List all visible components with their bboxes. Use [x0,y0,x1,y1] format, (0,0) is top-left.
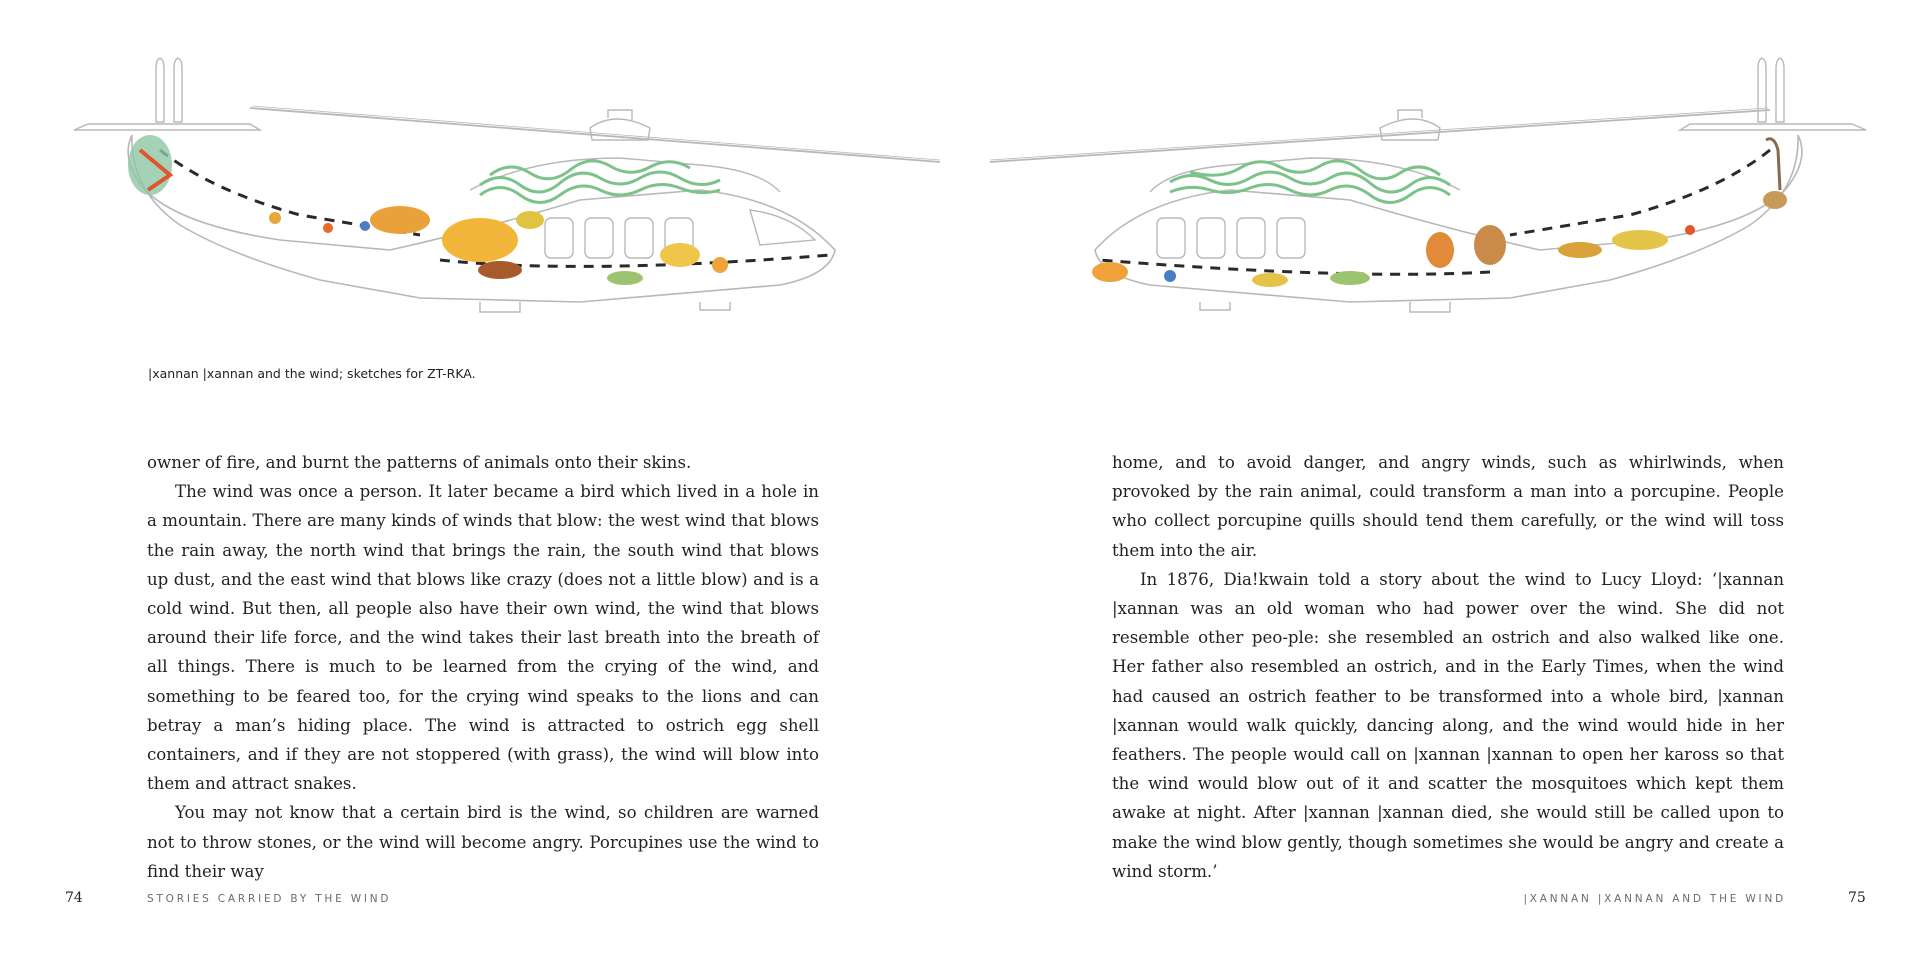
running-head-right: |XANNAN |XANNAN AND THE WIND [1523,893,1786,905]
helicopter-illustration-left [60,40,940,340]
figure-caption: |xannan |xannan and the wind; sketches for ZT-RKA. [148,366,476,381]
animal-motifs-left [128,135,728,285]
right-page-body [1112,448,1784,886]
left-paragraph-3: You may not know that a certain bird is the wind, so children are warned not to throw stones, or the wind will become angry. Porcupines use the wind to find their way [147,803,819,881]
helicopter-right-svg [990,40,1870,340]
running-head-left: STORIES CARRIED BY THE WIND [147,893,392,905]
left-paragraph-1: owner of fire, and burnt the patterns of animals onto their skins. [147,453,692,472]
right-paragraph-2: In 1876, Dia!kwain told a story about the wind to Lucy Lloyd: ‘|xannan |xannan was an old woman who had power over the wind. She did not resemble other peo-ple: she resembled an ostrich and also walked like one. Her father also resembled an ostrich, and in the Early Times, when the wind had caused an ostrich feather to be transformed into a whole bird, |xannan |xannan would walk quickly, dancing along, and the wind would hide in her feathers. The people would call on |xannan |xannan to open her kaross so that the wind would blow out of it and scatter the mosquitoes which kept them awake at night. After |xannan |xannan died, she would still be called upon to make the wind blow gently, though sometimes she would be angry and create a wind storm.’ [1112,569,1784,881]
page-number-left: 74 [65,890,83,906]
left-paragraph-2: The wind was once a person. It later became a bird which lived in a hole in a mountain. There are many kinds of winds that blow: the west wind that blows the rain away, the north wind that brings the rain, the south wind that blows up dust, and the east wind that blows like crazy (does not a little blow) and is a cold wind. But then, all people also have their own wind, the wind that blows around their life force, and the wind takes their last breath into the breath of all things. There is much to be learned from the crying of the wind, and something to be feared too, for the crying wind speaks to the lions and can betray a man’s hiding place. The wind is attracted to ostrich egg shell containers, and if they are not stoppered (with grass), the wind will blow into them and attract snakes. [147,482,819,794]
animal-motifs-right [1092,139,1787,287]
helicopter-left-svg [60,40,940,340]
helicopter-illustration-right [990,40,1870,340]
right-paragraph-1: home, and to avoid danger, and angry winds, such as whirlwinds, when provoked by the rain animal, could transform a man into a porcupine. People who collect porcupine quills should tend them carefully, or the wind will toss them into the air. [1112,453,1784,560]
left-page-body [147,448,819,886]
page-number-right: 75 [1848,890,1866,906]
